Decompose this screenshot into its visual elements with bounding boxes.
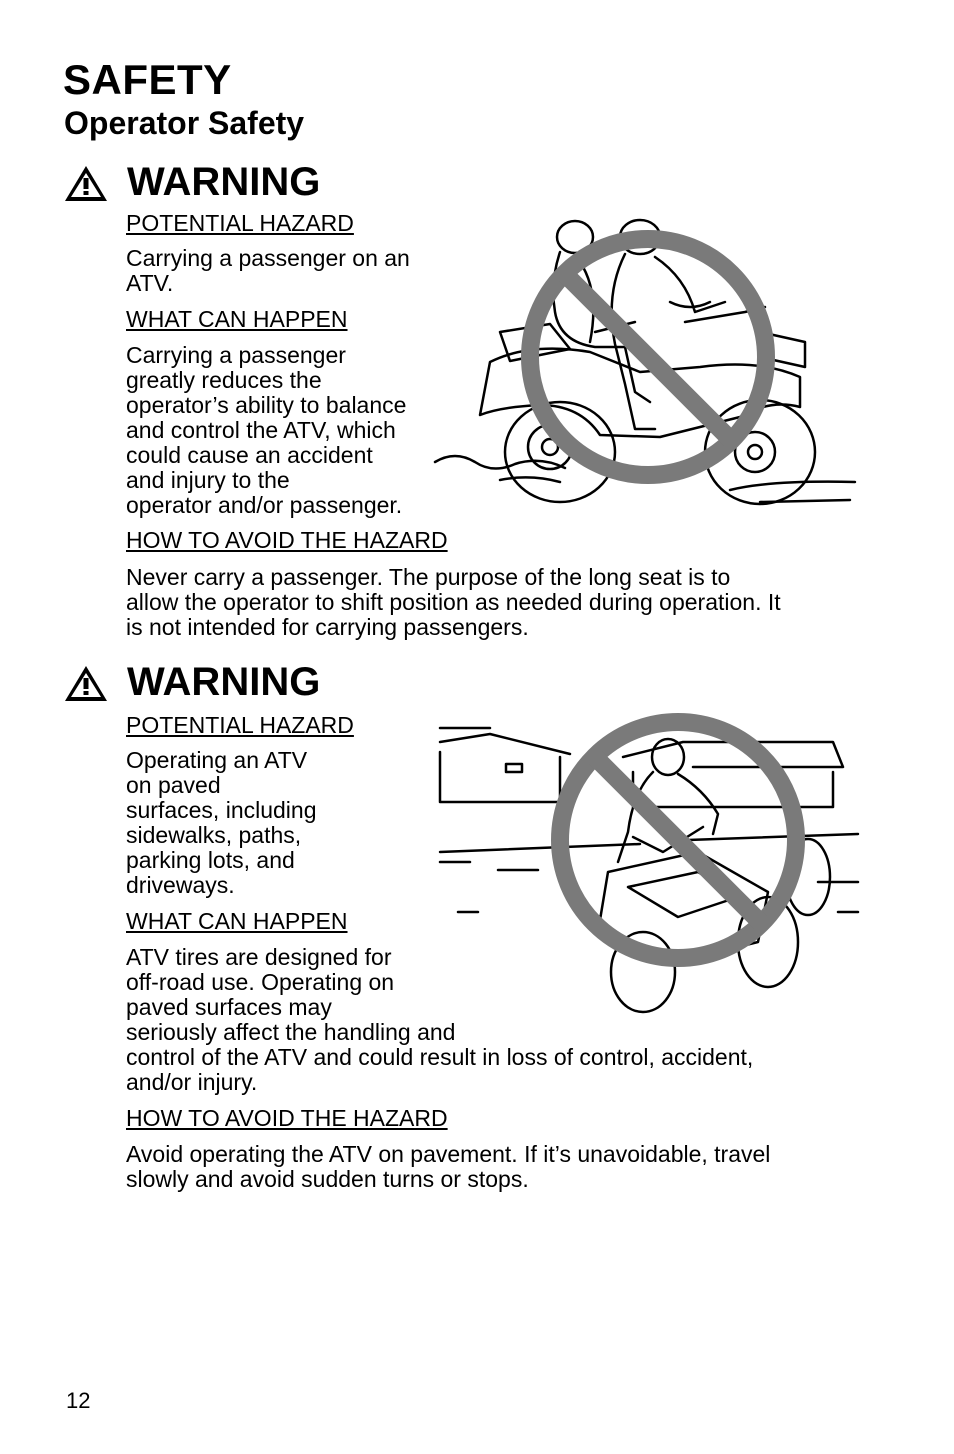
what-can-happen-text: ATV tires are designed for off-road use. Operating on paved surfaces may seriously affect the handling and control of the ATV and could result in loss of control, accident, and/or injury.: [126, 944, 754, 1095]
potential-hazard-label: POTENTIAL HAZARD: [126, 210, 354, 236]
what-can-happen-label: WHAT CAN HAPPEN: [126, 908, 348, 934]
how-to-avoid-text: Avoid operating the ATV on pavement. If it’s unavoidable, travel slowly and avoid sudden turns or stops.: [126, 1141, 771, 1192]
section-title: SAFETY: [63, 56, 232, 103]
how-to-avoid-label: HOW TO AVOID THE HAZARD: [126, 527, 448, 553]
what-can-happen-text: Carrying a passenger greatly reduces the operator’s ability to balance and control the ATV, which could cause an accident and injury to the operator and/or passenger.: [126, 342, 407, 518]
passenger-prohibited-illustration: [430, 212, 862, 512]
how-to-avoid-label: HOW TO AVOID THE HAZARD: [126, 1105, 448, 1131]
potential-hazard-text: Operating an ATV on paved surfaces, including sidewalks, paths, parking lots, and driveways.: [126, 747, 317, 898]
pavement-prohibited-illustration: [438, 712, 862, 1022]
warning-triangle-icon: [63, 163, 109, 203]
potential-hazard-label: POTENTIAL HAZARD: [126, 712, 354, 738]
warning-heading-2: [63, 660, 320, 705]
what-can-happen-label: WHAT CAN HAPPEN: [126, 306, 348, 332]
potential-hazard-text: Carrying a passenger on an ATV.: [126, 245, 410, 296]
warning-triangle-icon: [63, 663, 109, 703]
page-subtitle: Operator Safety: [64, 105, 305, 141]
warning-heading-1: [63, 160, 320, 205]
warning-heading-text: WARNING: [127, 160, 321, 204]
how-to-avoid-text: Never carry a passenger. The purpose of the long seat is to allow the operator to shift position as needed during operation. It is not intended for carrying passengers.: [126, 564, 781, 640]
page-number: 12: [66, 1388, 91, 1413]
warning-heading-text: WARNING: [127, 660, 321, 704]
